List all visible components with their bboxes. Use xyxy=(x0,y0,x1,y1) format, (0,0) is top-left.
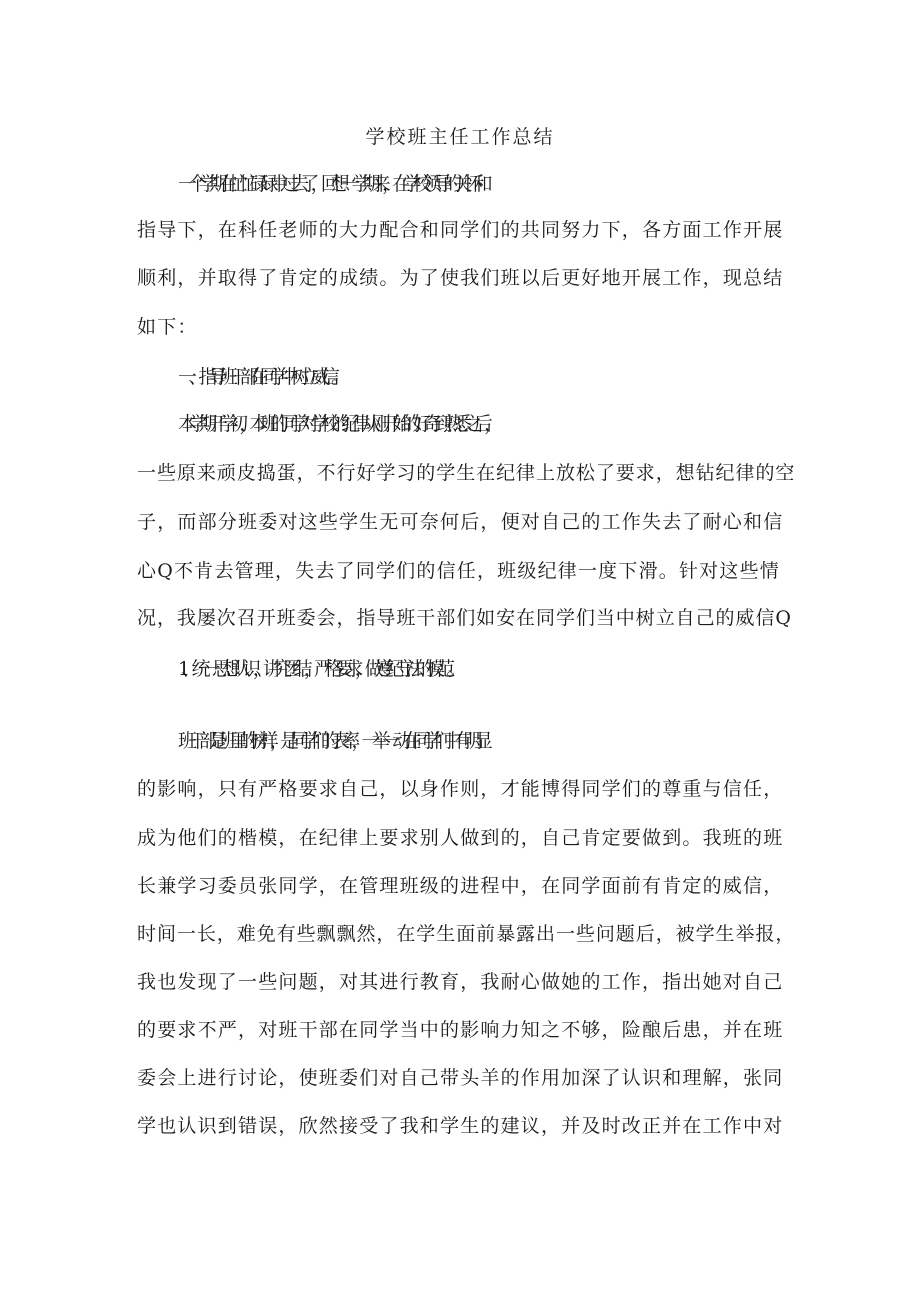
paragraph-2-line-4: 心Q不肯去管理，失去了同学们的信任，班级纪律一度下滑。针对这些情 xyxy=(137,560,780,582)
paragraph-3-line-4: 长兼学习委员张同学，在管理班级的进程中，在同学面前有肯定的威信， xyxy=(137,875,784,897)
paragraph-3-line-6: 我也发现了一些问题，对其进行教育，我耐心做她的工作，指出她对自己 xyxy=(137,971,784,993)
paragraph-3-line-5: 时间一长，难免有些飘飘然，在学生面前暴露出一些问题后，被学生举报， xyxy=(137,923,796,945)
paragraph-1-line-1: 一个学期在忙忙碌碌中过去了，回想一学期来，在学校领导的关怀和 xyxy=(178,173,485,195)
paragraph-3-line-1: 班干部是班里的榜样，是同学们的表率，一举一动在同学们中有明显 xyxy=(178,730,485,752)
paragraph-1-line-2: 指导下，在科任老师的大力配合和同学们的共同努力下，各方面工作开展 xyxy=(137,219,784,241)
paragraph-2-line-2: 一些原来顽皮捣蛋，不行好学习的学生在纪律上放松了要求，想钻纪律的空 xyxy=(137,462,796,484)
subheading-1: 1、统一思想认识，讲究团结，严格要求，做遵纪守法的模范。 xyxy=(178,658,457,680)
paragraph-1-line-4: 如下： xyxy=(137,316,198,338)
paragraph-3-line-8: 委会上进行讨论，使班委们对自己带头羊的作用加深了认识和理解，张同 xyxy=(137,1067,784,1089)
paragraph-3-line-9: 学也认识到错误，欣然接受了我和学生的建议，并及时改正并在工作中对 xyxy=(137,1115,784,1137)
section-heading-1: 一、指导班干部在同学中树立威信。 xyxy=(178,366,342,388)
paragraph-1-line-3: 顺利，并取得了肯定的成绩。为了使我们班以后更好地开展工作，现总结 xyxy=(137,267,784,289)
paragraph-2-line-1: 本学期开学初，本班的同学对学校的纪律从刚开始的好奇到熟悉之后， xyxy=(178,413,495,435)
document-title: 学校班主任工作总结 xyxy=(365,126,555,148)
paragraph-2-line-3: 子，而部分班委对这些学生无可奈何后，便对自己的工作失去了耐心和信 xyxy=(137,511,784,533)
paragraph-2-line-5: 况，我屡次召开班委会，指导班干部们如安在同学们当中树立自己的威信Q xyxy=(137,607,792,629)
paragraph-3-line-7: 的要求不严，对班干部在同学当中的影响力知之不够，险酿后患，并在班 xyxy=(137,1019,784,1041)
paragraph-3-line-2: 的影响，只有严格要求自己，以身作则，才能博得同学们的尊重与信任， xyxy=(137,778,784,800)
paragraph-3-line-3: 成为他们的楷模，在纪律上要求别人做到的，自己肯定要做到。我班的班 xyxy=(137,827,784,849)
